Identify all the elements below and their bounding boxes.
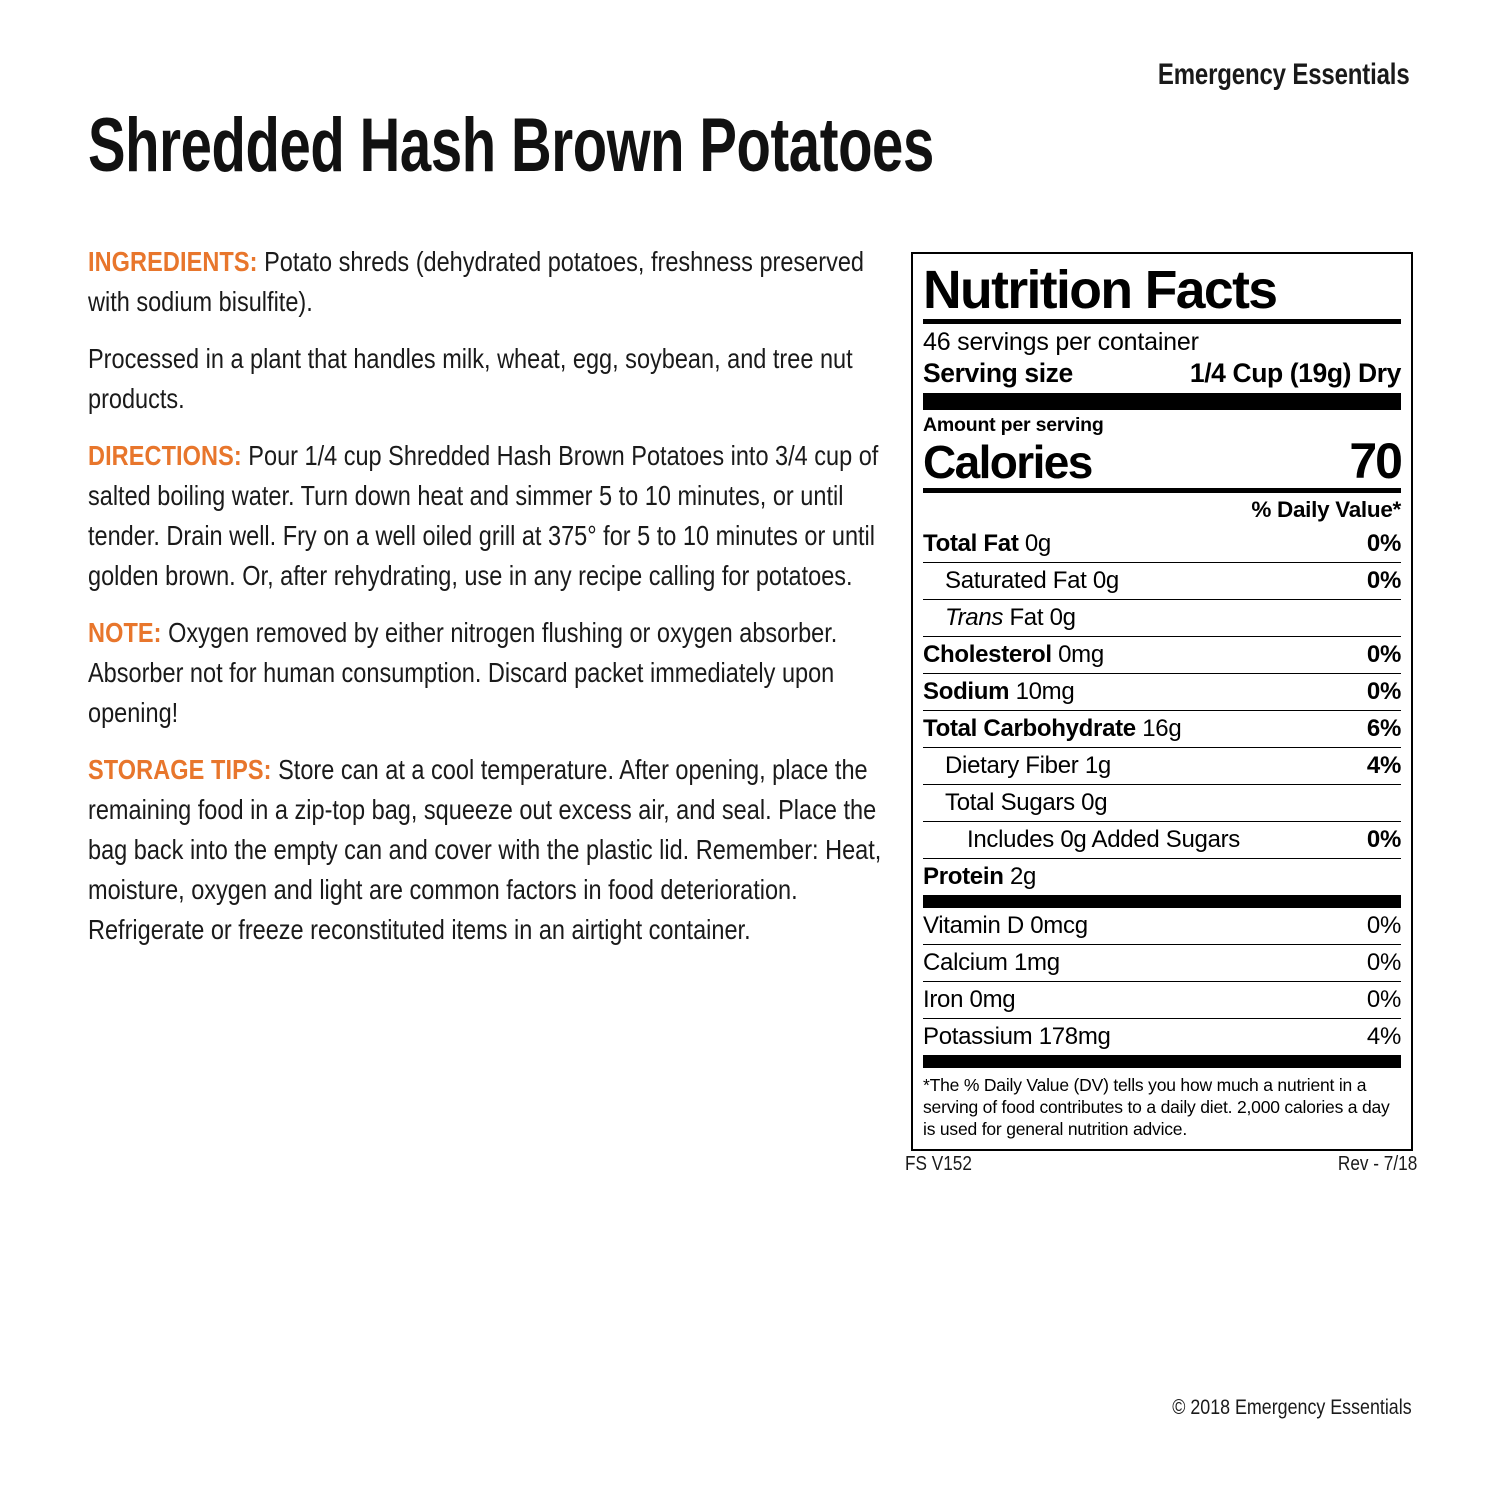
micronutrient-rows-container bbox=[923, 908, 1401, 1055]
micronutrient-daily-value: 0% bbox=[1366, 912, 1401, 939]
micronutrient-name: Vitamin D 0mcg bbox=[923, 912, 1088, 939]
nutrient-daily-value: 0% bbox=[1366, 678, 1401, 705]
thick-bar-above-calories bbox=[923, 393, 1401, 410]
page-title: Shredded Hash Brown Potatoes bbox=[88, 103, 934, 188]
ingredients-label: INGREDIENTS: bbox=[88, 246, 258, 277]
nutrient-name: Sodium 10mg bbox=[923, 678, 1075, 705]
nutrient-name: Protein 2g bbox=[923, 863, 1037, 890]
micronutrient-daily-value: 0% bbox=[1366, 986, 1401, 1013]
note-paragraph bbox=[88, 613, 887, 733]
form-code: FS V152 bbox=[905, 1153, 972, 1175]
nutrient-row bbox=[923, 599, 1401, 636]
copyright-notice: © 2018 Emergency Essentials bbox=[1172, 1396, 1412, 1419]
micronutrient-row bbox=[923, 944, 1401, 981]
nutrient-daily-value: 0% bbox=[1366, 641, 1401, 668]
micronutrient-name: Iron 0mg bbox=[923, 986, 1016, 1013]
nutrient-name: Total Sugars 0g bbox=[945, 789, 1108, 816]
nutrient-row bbox=[923, 821, 1401, 858]
micronutrient-daily-value: 0% bbox=[1366, 949, 1401, 976]
nutrition-facts-title: Nutrition Facts bbox=[923, 260, 1277, 320]
nutrition-facts-panel bbox=[911, 252, 1413, 1151]
micronutrient-name: Calcium 1mg bbox=[923, 949, 1060, 976]
daily-value-footnote: *The % Daily Value (DV) tells you how much a nutrient in a serving of food contributes to a daily diet. 2,000 calories a day is used for general nutrition advice. bbox=[923, 1055, 1401, 1144]
brand-name: Emergency Essentials bbox=[1158, 58, 1410, 91]
nutrient-name: Dietary Fiber 1g bbox=[945, 752, 1111, 779]
storage-tips-paragraph bbox=[88, 750, 887, 950]
nutrient-row bbox=[923, 747, 1401, 784]
nutrient-rows-container bbox=[923, 526, 1401, 895]
nutrient-row bbox=[923, 710, 1401, 747]
product-copy-column bbox=[88, 242, 888, 950]
thick-bar-above-micros bbox=[923, 895, 1401, 908]
storage-tips-label: STORAGE TIPS: bbox=[88, 754, 272, 785]
servings-per-container: 46 servings per container bbox=[923, 328, 1199, 356]
calories-value: 70 bbox=[1349, 433, 1401, 489]
allergen-paragraph bbox=[88, 339, 887, 419]
nutrient-row bbox=[923, 562, 1401, 599]
micronutrient-daily-value: 4% bbox=[1366, 1023, 1401, 1050]
daily-value-header: % Daily Value* bbox=[1251, 497, 1401, 522]
nutrient-daily-value: 6% bbox=[1366, 715, 1401, 742]
nutrient-row bbox=[923, 784, 1401, 821]
nutrient-name: Total Carbohydrate 16g bbox=[923, 715, 1182, 742]
panel-codes bbox=[905, 1152, 1417, 1176]
micronutrient-row bbox=[923, 981, 1401, 1018]
amount-per-serving-label: Amount per serving bbox=[923, 414, 1104, 436]
storage-tips-text: Store can at a cool temperature. After opening, place the remaining food in a zip-top bag, squeeze out excess air, and seal. Place the bag back into the empty can and cover with the plastic lid. Remember: Heat, moisture, oxygen and light are common factors in food deterioration. Refrigerate or freeze reconstituted items in an airtight container. bbox=[88, 754, 882, 945]
nutrient-name: Cholesterol 0mg bbox=[923, 641, 1104, 668]
nutrient-name: Includes 0g Added Sugars bbox=[967, 826, 1241, 853]
ingredients-text: Potato shreds (dehydrated potatoes, freshness preserved with sodium bisulfite). bbox=[88, 246, 865, 317]
nutrient-name: Saturated Fat 0g bbox=[945, 567, 1119, 594]
note-label: NOTE: bbox=[88, 617, 162, 648]
serving-size-row bbox=[923, 357, 1401, 393]
nutrient-daily-value: 0% bbox=[1366, 826, 1401, 853]
allergen-text: Processed in a plant that handles milk, wheat, egg, soybean, and tree nut products. bbox=[88, 343, 853, 414]
nutrient-row bbox=[923, 636, 1401, 673]
micronutrient-row bbox=[923, 908, 1401, 944]
serving-size-label: Serving size bbox=[923, 358, 1073, 388]
directions-paragraph bbox=[88, 436, 887, 596]
nutrient-name: Total Fat 0g bbox=[923, 530, 1051, 557]
directions-label: DIRECTIONS: bbox=[88, 440, 242, 471]
calories-row bbox=[923, 433, 1401, 489]
directions-text: Pour 1/4 cup Shredded Hash Brown Potatoes into 3/4 cup of salted boiling water. Turn down heat and simmer 5 to 10 minutes, or until tender. Drain well. Fry on a well oiled grill at 375° for 5 to 10 minutes or until golden brown. Or, after rehydrating, use in any recipe calling for potatoes. bbox=[88, 440, 879, 591]
note-text: Oxygen removed by either nitrogen flushing or oxygen absorber. Absorber not for human consumption. Discard packet immediately upon opening! bbox=[88, 617, 838, 728]
revision-code: Rev - 7/18 bbox=[1337, 1153, 1417, 1175]
calories-label: Calories bbox=[923, 436, 1092, 488]
micronutrient-name: Potassium 178mg bbox=[923, 1023, 1111, 1050]
nutrient-name: Trans Fat 0g bbox=[945, 604, 1076, 631]
serving-size-value: 1/4 Cup (19g) Dry bbox=[1189, 358, 1401, 388]
nutrient-daily-value: 0% bbox=[1366, 530, 1401, 557]
nutrient-row bbox=[923, 858, 1401, 895]
micronutrient-row bbox=[923, 1018, 1401, 1055]
nutrient-daily-value: 4% bbox=[1366, 752, 1401, 779]
ingredients-paragraph bbox=[88, 242, 887, 322]
nutrient-row bbox=[923, 673, 1401, 710]
nutrient-row bbox=[923, 526, 1401, 562]
nutrient-daily-value: 0% bbox=[1366, 567, 1401, 594]
